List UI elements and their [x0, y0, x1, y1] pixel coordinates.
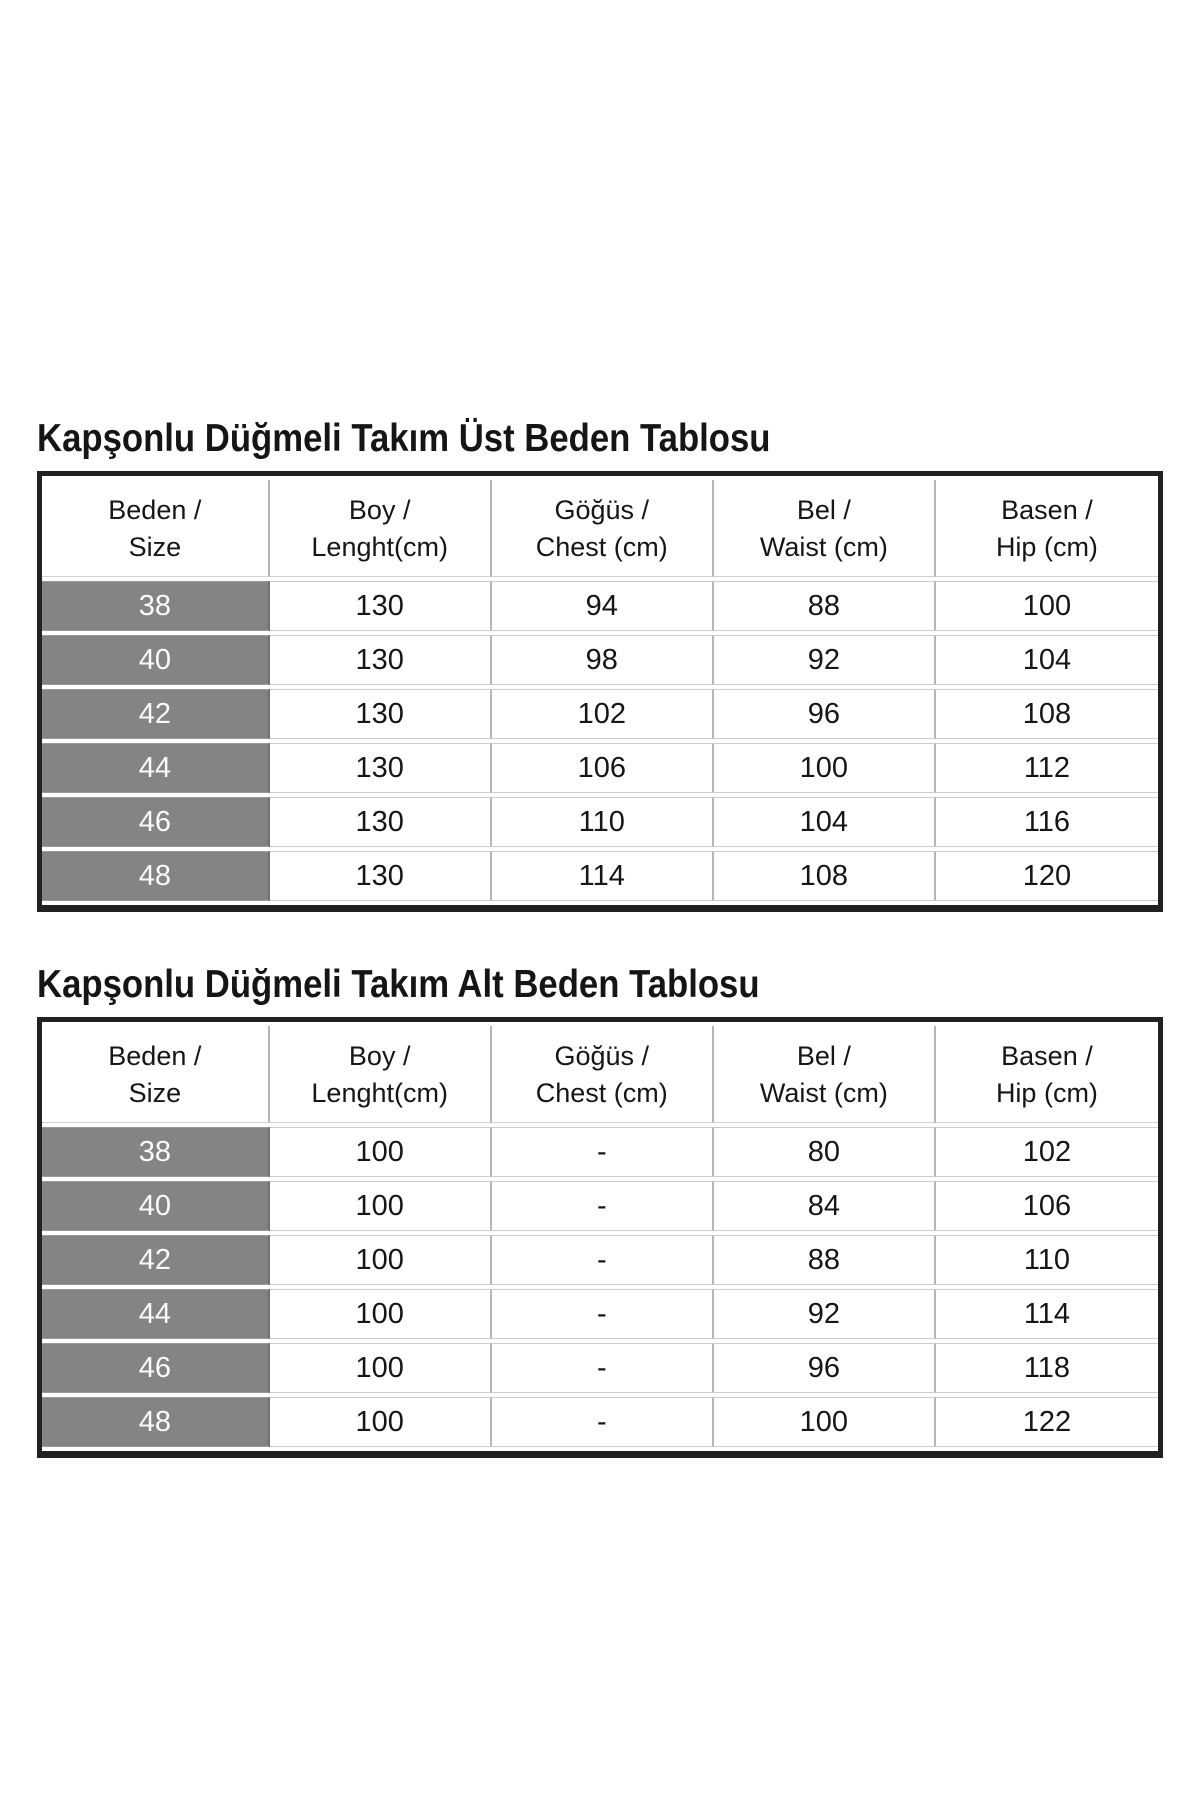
- header-row: [42, 480, 1158, 577]
- size-cell: 38: [42, 581, 270, 631]
- table-row: [42, 1127, 1158, 1177]
- value-cell: 96: [714, 1343, 936, 1393]
- header-line-en: Hip (cm): [995, 532, 1098, 562]
- value-cell: 96: [714, 689, 936, 739]
- value-cell: 106: [492, 743, 714, 793]
- header-line-tr: Göğüs /: [554, 1041, 650, 1071]
- value-cell: 130: [270, 635, 492, 685]
- value-cell: 92: [714, 1289, 936, 1339]
- value-cell: 102: [936, 1127, 1158, 1177]
- value-cell: 92: [714, 635, 936, 685]
- column-header-waist: [714, 1026, 936, 1123]
- value-cell: 130: [270, 797, 492, 847]
- value-cell: 102: [492, 689, 714, 739]
- size-cell: 46: [42, 797, 270, 847]
- size-cell: 46: [42, 1343, 270, 1393]
- value-cell: -: [492, 1289, 714, 1339]
- table-row: [42, 1289, 1158, 1339]
- value-cell: 122: [936, 1397, 1158, 1447]
- value-cell: -: [492, 1127, 714, 1177]
- column-header-length: [270, 1026, 492, 1123]
- header-line-tr: Basen /: [1001, 495, 1093, 525]
- value-cell: 100: [270, 1235, 492, 1285]
- header-row: [42, 1026, 1158, 1123]
- size-cell: 42: [42, 1235, 270, 1285]
- header-line-en: Waist (cm): [759, 1078, 888, 1108]
- table-row: [42, 1343, 1158, 1393]
- value-cell: 108: [936, 689, 1158, 739]
- table-row: [42, 851, 1158, 901]
- header-line-en: Waist (cm): [759, 532, 888, 562]
- column-header-chest: [492, 480, 714, 577]
- table-row: [42, 581, 1158, 631]
- value-cell: 100: [270, 1127, 492, 1177]
- value-cell: 100: [270, 1289, 492, 1339]
- value-cell: 118: [936, 1343, 1158, 1393]
- value-cell: 114: [492, 851, 714, 901]
- value-cell: 112: [936, 743, 1158, 793]
- value-cell: 130: [270, 851, 492, 901]
- value-cell: 80: [714, 1127, 936, 1177]
- column-header-size: [42, 480, 270, 577]
- value-cell: 114: [936, 1289, 1158, 1339]
- value-cell: 100: [714, 743, 936, 793]
- upper-size-table-frame: [37, 471, 1163, 912]
- value-cell: 104: [714, 797, 936, 847]
- column-header-chest: [492, 1026, 714, 1123]
- header-line-tr: Bel /: [796, 495, 851, 525]
- value-cell: 108: [714, 851, 936, 901]
- value-cell: 110: [492, 797, 714, 847]
- value-cell: 106: [936, 1181, 1158, 1231]
- header-line-en: Size: [128, 1078, 182, 1108]
- size-cell: 38: [42, 1127, 270, 1177]
- size-cell: 48: [42, 1397, 270, 1447]
- value-cell: 84: [714, 1181, 936, 1231]
- value-cell: 104: [936, 635, 1158, 685]
- lower-size-table: [42, 1022, 1158, 1451]
- value-cell: 100: [936, 581, 1158, 631]
- table-row: [42, 1235, 1158, 1285]
- value-cell: 100: [270, 1181, 492, 1231]
- lower-size-table-frame: [37, 1017, 1163, 1458]
- value-cell: 130: [270, 689, 492, 739]
- column-header-waist: [714, 480, 936, 577]
- size-cell: 40: [42, 635, 270, 685]
- value-cell: -: [492, 1343, 714, 1393]
- value-cell: 116: [936, 797, 1158, 847]
- table-row: [42, 1181, 1158, 1231]
- header-line-tr: Göğüs /: [554, 495, 650, 525]
- header-line-tr: Basen /: [1001, 1041, 1093, 1071]
- value-cell: 100: [270, 1397, 492, 1447]
- value-cell: 130: [270, 581, 492, 631]
- header-line-en: Hip (cm): [995, 1078, 1098, 1108]
- value-cell: 88: [714, 1235, 936, 1285]
- size-cell: 44: [42, 743, 270, 793]
- table-row: [42, 797, 1158, 847]
- value-cell: 110: [936, 1235, 1158, 1285]
- value-cell: 88: [714, 581, 936, 631]
- value-cell: 98: [492, 635, 714, 685]
- upper-size-table: [42, 476, 1158, 905]
- upper-table-title: Kapşonlu Düğmeli Takım Üst Beden Tablosu: [37, 417, 771, 460]
- size-cell: 44: [42, 1289, 270, 1339]
- header-line-tr: Beden /: [108, 1041, 202, 1071]
- header-line-tr: Boy /: [348, 1041, 411, 1071]
- value-cell: 100: [714, 1397, 936, 1447]
- value-cell: 94: [492, 581, 714, 631]
- header-line-en: Lenght(cm): [311, 532, 448, 562]
- column-header-hip: [936, 480, 1158, 577]
- table-row: [42, 1397, 1158, 1447]
- header-line-tr: Bel /: [796, 1041, 851, 1071]
- table-row: [42, 689, 1158, 739]
- column-header-size: [42, 1026, 270, 1123]
- header-line-en: Lenght(cm): [311, 1078, 448, 1108]
- value-cell: 100: [270, 1343, 492, 1393]
- table-row: [42, 635, 1158, 685]
- table-row: [42, 743, 1158, 793]
- size-cell: 40: [42, 1181, 270, 1231]
- header-line-tr: Boy /: [348, 495, 411, 525]
- header-line-tr: Beden /: [108, 495, 202, 525]
- lower-table-title: Kapşonlu Düğmeli Takım Alt Beden Tablosu: [37, 963, 760, 1006]
- column-header-hip: [936, 1026, 1158, 1123]
- value-cell: -: [492, 1181, 714, 1231]
- header-line-en: Size: [128, 532, 182, 562]
- size-cell: 42: [42, 689, 270, 739]
- header-line-en: Chest (cm): [535, 1078, 668, 1108]
- header-line-en: Chest (cm): [535, 532, 668, 562]
- column-header-length: [270, 480, 492, 577]
- size-cell: 48: [42, 851, 270, 901]
- value-cell: 130: [270, 743, 492, 793]
- value-cell: 120: [936, 851, 1158, 901]
- value-cell: -: [492, 1235, 714, 1285]
- value-cell: -: [492, 1397, 714, 1447]
